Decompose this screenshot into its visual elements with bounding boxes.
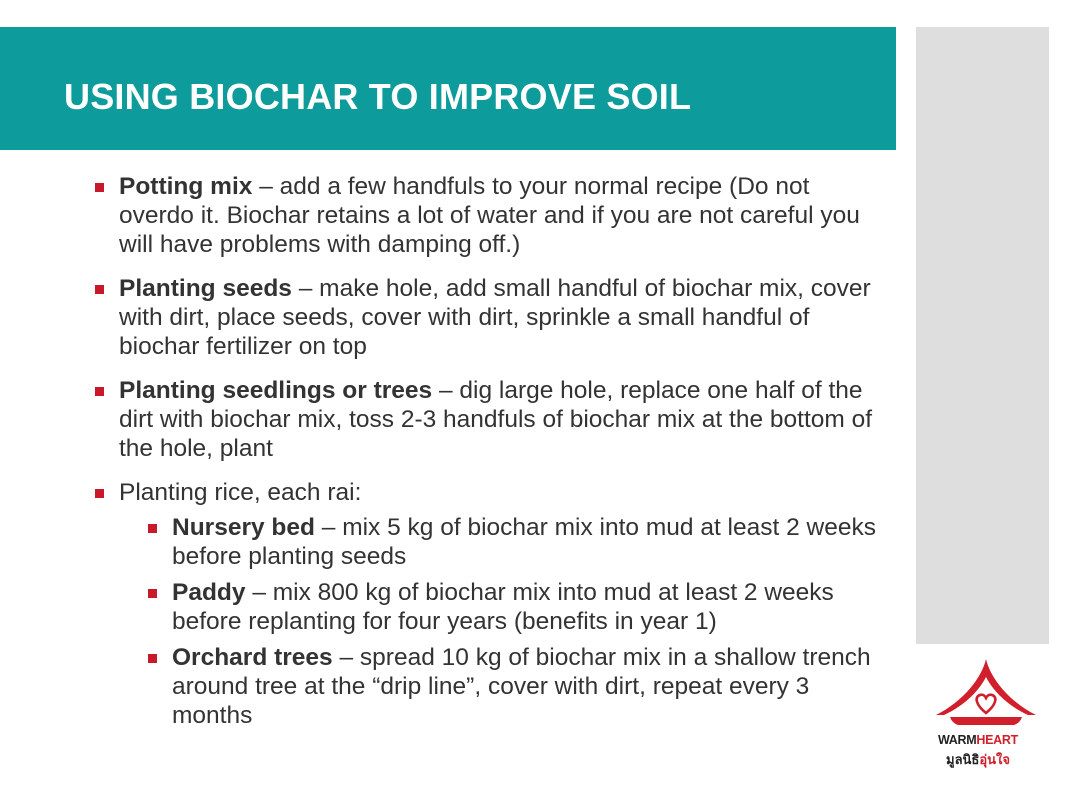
bullet-text: Planting rice, each rai: [119,479,362,506]
bullet-text: – dig large hole, replace one half of the dirt with biochar mix, toss 2-3 handfuls of biochar mix at the bottom of the hole, plant [119,377,873,462]
bullet-item-planting-seeds [90,274,880,361]
bullet-item-planting-seedlings [90,376,880,463]
bullet-term: Orchard trees [172,644,333,671]
sub-bullet-item-paddy [143,578,880,636]
sub-bullet-list [143,513,880,730]
square-bullet-icon [148,654,157,663]
square-bullet-icon [95,285,104,294]
logo-wordmark: WARMHEART [938,733,1018,747]
bullet-text: – make hole, add small handful of biochar mix, cover with dirt, place seeds, cover with dirt, sprinkle a small handful of biochar fertilizer on top [119,275,871,360]
side-panel [916,27,1049,644]
bullet-text: – mix 800 kg of biochar mix into mud at least 2 weeks before replanting for four years (benefits in year 1) [172,579,834,635]
bullet-term: Planting seeds [119,275,292,302]
bullet-list [90,172,880,730]
bullet-item-potting-mix [90,172,880,259]
square-bullet-icon [148,589,157,598]
sub-bullet-item-orchard-trees [143,643,880,730]
bullet-term: Paddy [172,579,246,606]
square-bullet-icon [95,489,104,498]
roof-heart-icon [930,655,1042,735]
slide-title: USING BIOCHAR TO IMPROVE SOIL [64,76,692,117]
square-bullet-icon [95,387,104,396]
bullet-term: Nursery bed [172,514,315,541]
title-banner [0,27,896,150]
logo-thai-wordmark: มูลนิธิอุ่นใจ [946,752,1011,767]
sub-bullet-item-nursery-bed [143,513,880,571]
bullet-term: Planting seedlings or trees [119,377,433,404]
bullet-item-planting-rice [90,478,880,730]
bullet-text: – add a few handfuls to your normal recipe (Do not overdo it. Biochar retains a lot of water and if you are not careful you will have problems with damping off.) [119,173,860,258]
bullet-text: – spread 10 kg of biochar mix in a shallow trench around tree at the “drip line”, cover with dirt, repeat every 3 months [172,644,871,729]
square-bullet-icon [148,524,157,533]
bullet-text: – mix 5 kg of biochar mix into mud at least 2 weeks before planting seeds [172,514,876,570]
warmheart-logo [930,655,1042,770]
bullet-term: Potting mix [119,173,253,200]
bullet-content [90,172,880,737]
square-bullet-icon [95,183,104,192]
